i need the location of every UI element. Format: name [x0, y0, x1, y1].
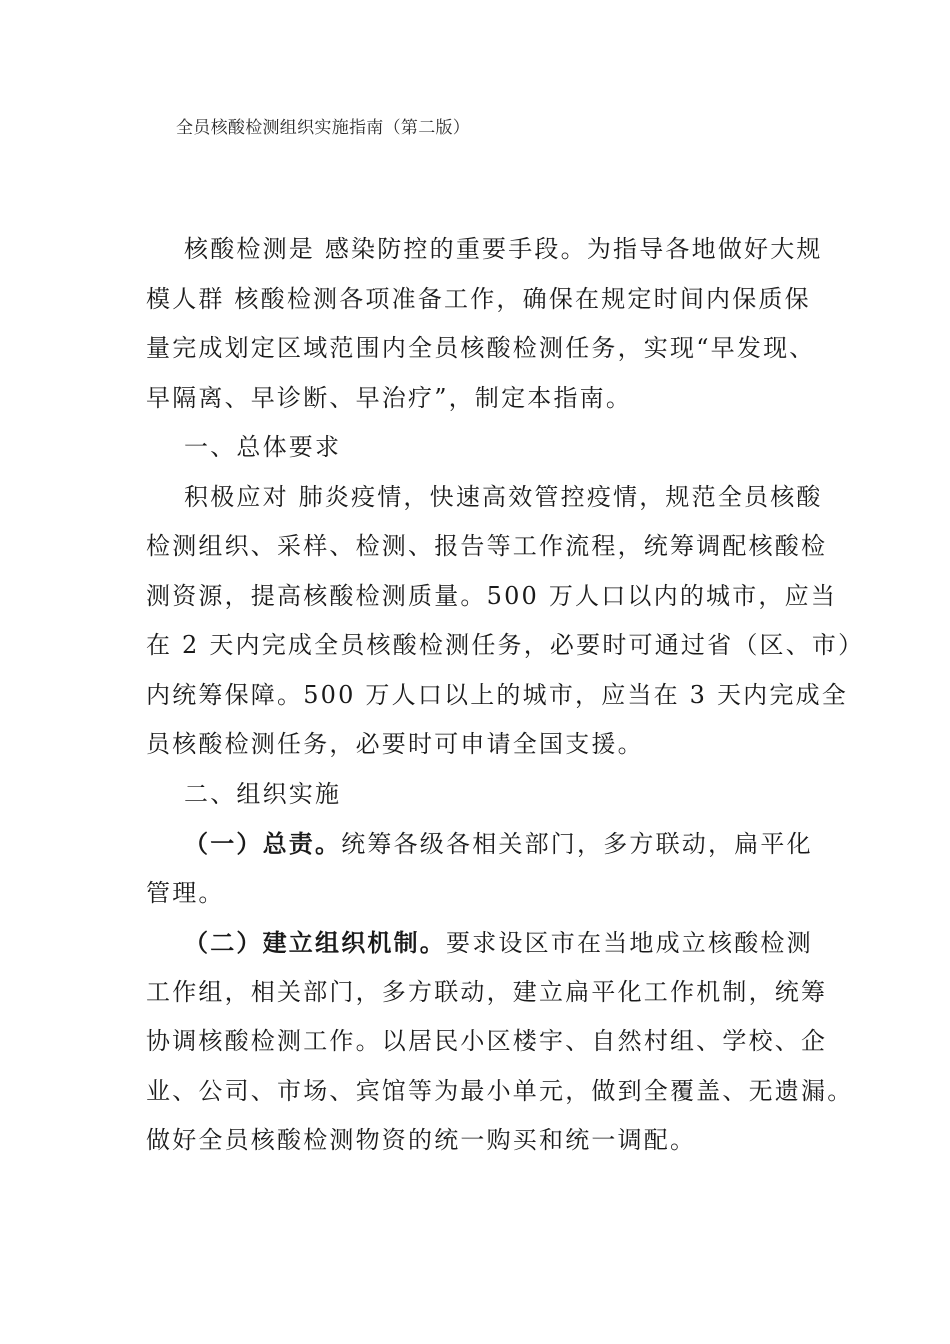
subsection-heading: （一）总责。	[184, 829, 342, 858]
paragraph-line: 做好全员核酸检测物资的统一购买和统一调配。	[146, 1126, 697, 1154]
paragraph-line: 协调核酸检测工作。以居民小区楼宇、自然村组、学校、企	[146, 1027, 828, 1055]
paragraph-line: 积极应对 肺炎疫情，快速高效管控疫情，规范全员核酸	[184, 482, 823, 511]
document-body	[146, 225, 865, 1166]
paragraph-line: 在 2 天内完成全员核酸检测任务，必要时可通过省（区、市）	[146, 631, 865, 659]
section-heading: 一、总体要求	[184, 433, 342, 461]
paragraph-line: 早隔离、早诊断、早治疗”，制定本指南。	[146, 383, 633, 412]
paragraph-line: 员核酸检测任务，必要时可申请全国支援。	[146, 730, 644, 758]
paragraph-line: 管理。	[146, 878, 225, 907]
subsection-text: 统筹各级各相关部门，多方联动，扁平化	[341, 830, 813, 858]
subsection-line	[146, 918, 816, 968]
paragraph-line: 模人群 核酸检测各项准备工作，确保在规定时间内保质保	[146, 284, 811, 313]
subsection-text: 要求设区市在当地成立核酸检测	[446, 929, 813, 957]
paragraph-line: 工作组，相关部门，多方联动，建立扁平化工作机制，统筹	[146, 977, 828, 1006]
paragraph-line: 测资源，提高核酸检测质量。500 万人口以内的城市，应当	[146, 581, 838, 610]
paragraph-line: 检测组织、采样、检测、报告等工作流程，统筹调配核酸检	[146, 532, 828, 560]
paragraph-line: 核酸检测是 感染防控的重要手段。为指导各地做好大规	[184, 235, 823, 263]
paragraph-line: 量完成划定区域范围内全员核酸检测任务，实现“早发现、	[146, 334, 816, 362]
subsection-line	[146, 819, 816, 869]
subsection-heading: （二）建立组织机制。	[184, 928, 446, 957]
paragraph-line: 业、公司、市场、宾馆等为最小单元，做到全覆盖、无遗漏。	[146, 1076, 854, 1105]
section-heading: 二、组织实施	[184, 779, 342, 808]
paragraph-line: 内统筹保障。500 万人口以上的城市，应当在 3 天内完成全	[146, 680, 848, 709]
document-title: 全员核酸检测组织实施指南（第二版）	[176, 118, 471, 138]
